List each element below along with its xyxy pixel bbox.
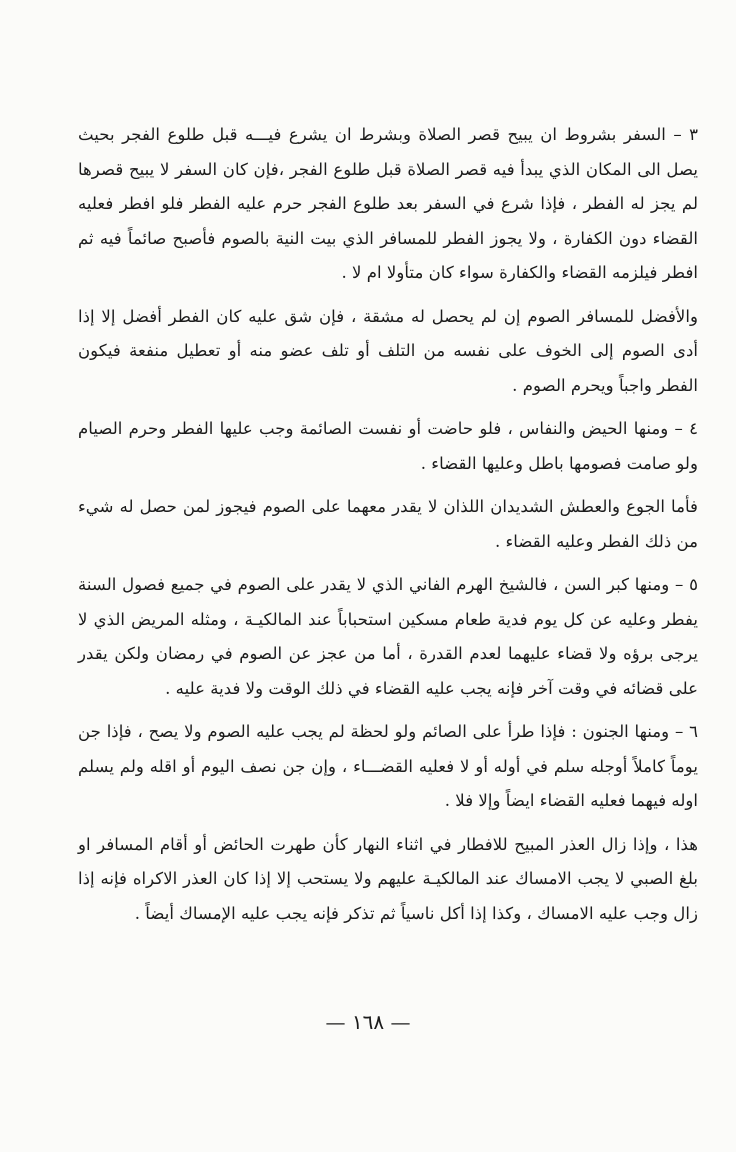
paragraph-hunger-thirst: فأما الجوع والعطش الشديدان اللذان لا يقدر معهما على الصوم فيجوز لمن حصل له شيء من ذلك الفطر وعليه القضاء .: [78, 497, 698, 551]
paragraph-menstruation: ٤ – ومنها الحيض والنفاس ، فلو حاضت أو نفست الصائمة وجب عليها الفطر وحرم الصيام ولو صامت فصومها باطل وعليها القضاء .: [78, 419, 698, 473]
paragraph-traveler-preference: والأفضل للمسافر الصوم إن لم يحصل له مشقة ، فإن شق عليه كان الفطر أفضل إلا إذا أدى الصوم إلى الخوف على نفسه من التلف أو تلف عضو منه أو تعطيل منفعة فيكون الفطر واجباً ويحرم الصوم .: [78, 306, 698, 395]
paragraph-excuse-removed: هذا ، وإذا زال العذر المبيح للافطار في اثناء النهار كأن طهرت الحائض أو أقام المسافر او بلغ الصبي لا يجب الامساك عند المالكيـة عليهم ولا يستحب إلا إذا كان العذر الاكراه فإنه إذا زال وجب عليه الامساك ، وكذا إذا أكل ناسياً ثم تذكر فإنه يجب عليه الإمساك أيضاً .: [78, 834, 698, 923]
paragraph-travel: ٣ – السفر بشروط ان يبيح قصر الصلاة وبشرط ان يشرع فيـــه قبل طلوع الفجر بحيث يصل الى المكان الذي يبدأ فيه قصر الصلاة قبل طلوع الفجر ،فإن كان السفر لا يبيح قصرها لم يجز له الفطر ، فإذا شرع في السفر بعد طلوع الفجر حرم عليه الفطر فلو افطر فعليه القضاء دون الكفارة ، ولا يجوز الفطر للمسافر الذي بيت النية بالصوم فأصبح صائماً فيه ثم افطر فيلزمه القضاء والكفارة سواء كان متأولا ام لا .: [78, 125, 698, 282]
paragraph-insanity: ٦ – ومنها الجنون : فإذا طرأ على الصائم ولو لحظة لم يجب عليه الصوم ولا يصح ، فإذا جن يوماً كاملاً أوجله سلم في أوله أو لا فعليه القضـــاء ، وإن جن نصف اليوم أو اقله ولم يسلم اوله فيهما فعليه القضاء ايضاً وإلا فلا .: [78, 722, 698, 810]
paragraph-old-age: ٥ – ومنها كبر السن ، فالشيخ الهرم الفاني الذي لا يقدر على الصوم في جميع فصول السنة يفطر وعليه عن كل يوم فدية طعام مسكين استحباباً عند المالكيـة ، ومثله المريض الذي لا يرجى برؤه ولا قضاء عليهما لعدم القدرة ، أما من عجز عن الصوم في رمضان ولكن يقدر على قضائه في وقت آخر فإنه يجب عليه القضاء في ذلك الوقت ولا فدية عليه .: [78, 575, 698, 698]
body-text: [78, 118, 698, 931]
page-number: — ١٦٨ —: [325, 1010, 411, 1034]
